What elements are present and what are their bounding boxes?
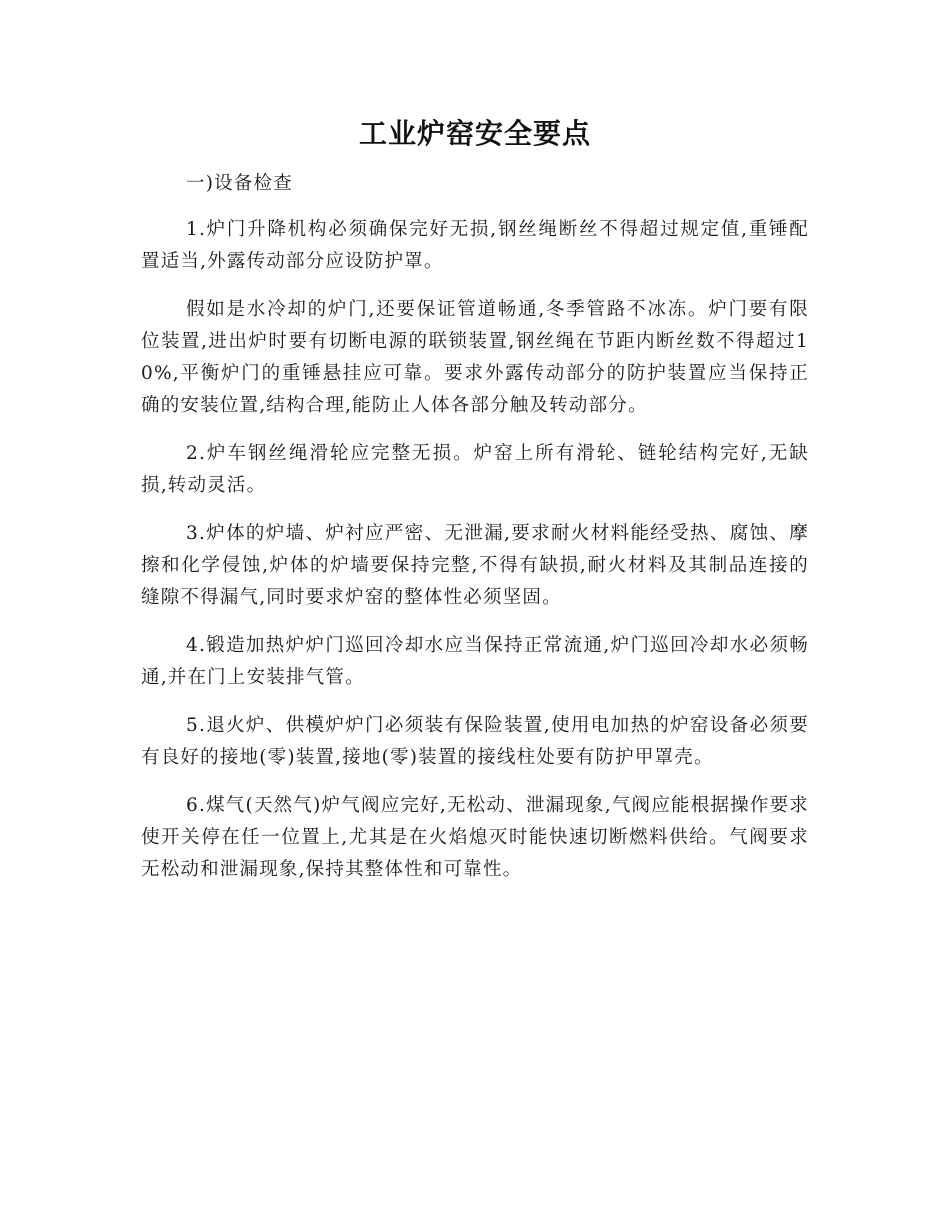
paragraph-4: 3.炉体的炉墙、炉衬应严密、无泄漏,要求耐火材料能经受热、腐蚀、摩擦和化学侵蚀,炉体的炉墙要保持完整,不得有缺损,耐火材料及其制品连接的缝隙不得漏气,同时要求炉窑的整体性必须坚固。 bbox=[141, 523, 809, 608]
paragraph-7: 6.煤气(天然气)炉气阀应完好,无松动、泄漏现象,气阀应能根据操作要求使开关停在任一位置上,尤其是在火焰熄灭时能快速切断燃料供给。气阀要求无松动和泄漏现象,保持其整体性和可靠性。 bbox=[141, 795, 809, 880]
paragraph-1: 1.炉门升降机构必须确保完好无损,钢丝绳断丝不得超过规定值,重锤配置适当,外露传动部分应设防护罩。 bbox=[141, 219, 809, 272]
paragraph-6: 5.退火炉、供模炉炉门必须装有保险装置,使用电加热的炉窑设备必须要有良好的接地(零)装置,接地(零)装置的接线柱处要有防护甲罩壳。 bbox=[141, 715, 809, 768]
document-body bbox=[141, 168, 809, 902]
paragraph-2: 假如是水冷却的炉门,还要保证管道畅通,冬季管路不冰冻。炉门要有限位装置,进出炉时要有切断电源的联锁装置,钢丝绳在节距内断丝数不得超过10%,平衡炉门的重锤悬挂应可靠。要求外露传动部分的防护装置应当保持正确的安装位置,结构合理,能防止人体各部分触及转动部分。 bbox=[141, 299, 809, 416]
paragraph-3: 2.炉车钢丝绳滑轮应完整无损。炉窑上所有滑轮、链轮结构完好,无缺损,转动灵活。 bbox=[141, 443, 809, 496]
paragraph-5: 4.锻造加热炉炉门巡回冷却水应当保持正常流通,炉门巡回冷却水必须畅通,并在门上安装排气管。 bbox=[141, 635, 809, 688]
section-heading: 一)设备检查 bbox=[186, 173, 293, 194]
document-title: 工业炉窑安全要点 bbox=[358, 117, 591, 150]
